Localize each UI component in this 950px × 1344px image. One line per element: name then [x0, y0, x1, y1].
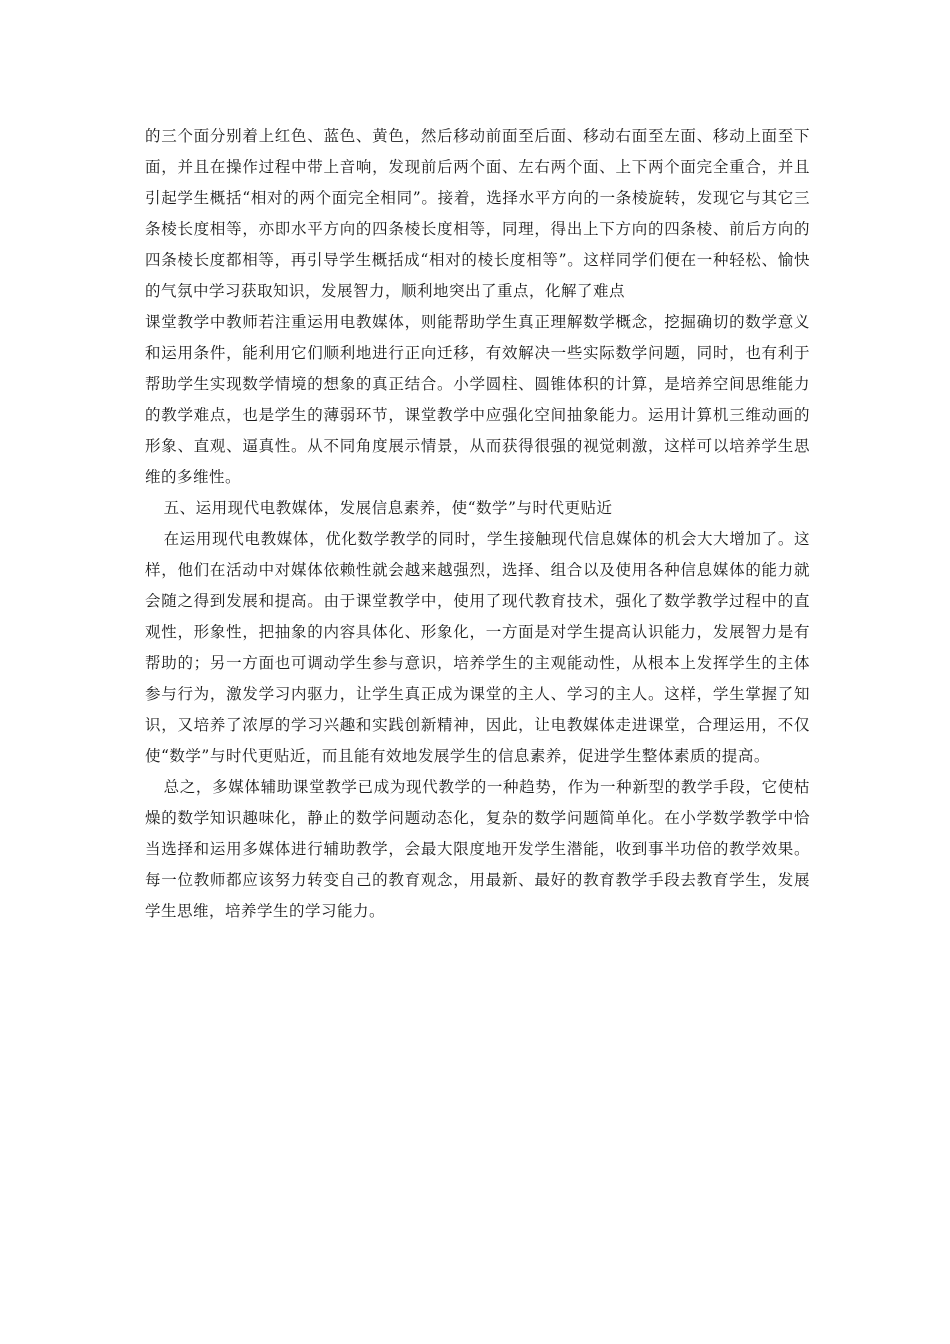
paragraph-conclusion: 总之，多媒体辅助课堂教学已成为现代教学的一种趋势，作为一种新型的教学手段，它使枯燥的数学知识趣味化，静止的数学问题动态化，复杂的数学问题简单化。在小学数学教学中恰当选择和运用多媒体进行辅助教学，会最大限度地开发学生潜能，收到事半功倍的教学效果。每一位教师都应该努力转变自己的教育观念，用最新、最好的教育教学手段去教育学生，发展学生思维，培养学生的学习能力。 — [145, 778, 810, 920]
paragraph-electronic-media: 课堂教学中教师若注重运用电教媒体，则能帮助学生真正理解数学概念，挖掘确切的数学意义和运用条件，能利用它们顺利地进行正向迁移，有效解决一些实际数学问题，同时，也有利于帮助学生实现数学情境的想象的真正结合。小学圆柱、圆锥体积的计算，是培养空间思维能力的教学难点，也是学生的薄弱环节，课堂教学中应强化空间抽象能力。运用计算机三维动画的形象、直观、逼真性。从不同角度展示情景，从而获得很强的视觉刺激，这样可以培养学生思维的多维性。 — [145, 313, 810, 486]
section-heading-five: 五、运用现代电教媒体，发展信息素养，使“数学”与时代更贴近 — [163, 499, 613, 517]
document-body — [145, 121, 810, 927]
paragraph-information-literacy: 在运用现代电教媒体，优化数学教学的同时，学生接触现代信息媒体的机会大大增加了。这样，他们在活动中对媒体依赖性就会越来越强烈，选择、组合以及使用各种信息媒体的能力就会随之得到发展和提高。由于课堂教学中，使用了现代教育技术，强化了数学教学过程中的直观性，形象性，把抽象的内容具体化、形象化，一方面是对学生提高认识能力，发展智力是有帮助的；另一方面也可调动学生参与意识，培养学生的主观能动性，从根本上发挥学生的主体参与行为，激发学习内驱力，让学生真正成为课堂的主人、学习的主人。这样，学生掌握了知识，又培养了浓厚的学习兴趣和实践创新精神，因此，让电教媒体走进课堂，合理运用，不仅使“数学”与时代更贴近，而且能有效地发展学生的信息素养，促进学生整体素质的提高。 — [145, 530, 810, 765]
paragraph-cube-faces: 的三个面分别着上红色、蓝色、黄色，然后移动前面至后面、移动右面至左面、移动上面至下面，并且在操作过程中带上音响，发现前后两个面、左右两个面、上下两个面完全重合，并且引起学生概括“相对的两个面完全相同”。接着，选择水平方向的一条棱旋转，发现它与其它三条棱长度相等，亦即水平方向的四条棱长度相等，同理，得出上下方向的四条棱、前后方向的四条棱长度都相等，再引导学生概括成“相对的棱长度相等”。这样同学们便在一种轻松、愉快的气氛中学习获取知识，发展智力，顺利地突出了重点，化解了难点 — [145, 127, 810, 300]
